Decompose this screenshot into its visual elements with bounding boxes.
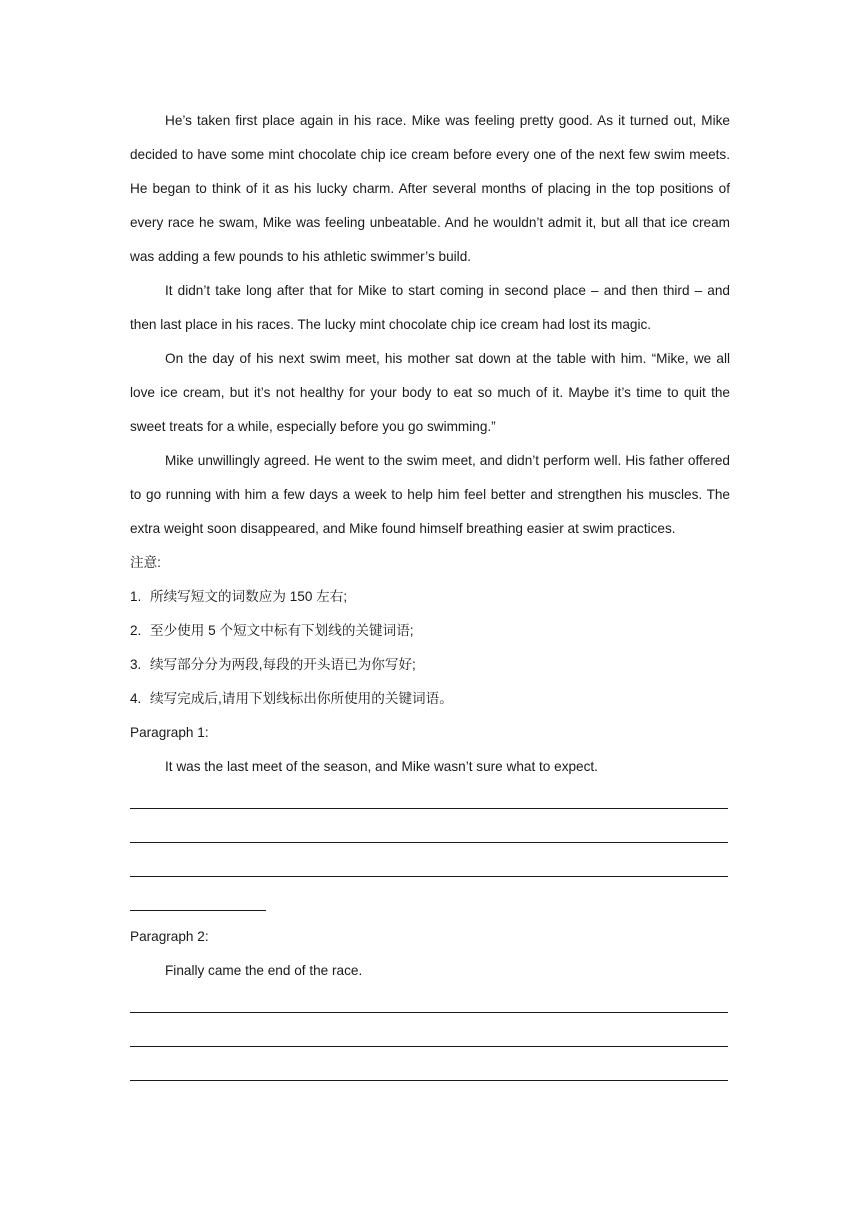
note-item-3 xyxy=(130,648,730,682)
paragraph-2-label: Paragraph 2: xyxy=(130,929,209,944)
note-number: 4. xyxy=(130,691,142,706)
answer-line[interactable] xyxy=(130,1022,730,1056)
answer-line[interactable] xyxy=(130,784,730,818)
document-page xyxy=(130,104,730,1090)
paragraph-1-opening: It was the last meet of the season, and Mike wasn’t sure what to expect. xyxy=(165,759,598,774)
answer-line[interactable] xyxy=(130,988,730,1022)
story-paragraph-1: He’s taken first place again in his race. Mike was feeling pretty good. As it turned out, Mike decided to have some mint chocolate chip ice cream before every one of the next few swim meets. He began to think of it as his lucky charm. After several months of placing in the top positions of every race he swam, Mike was feeling unbeatable. And he wouldn’t admit it, but all that ice cream was adding a few pounds to his athletic swimmer’s build. xyxy=(130,113,730,264)
note-item-4 xyxy=(130,682,730,716)
note-number: 3. xyxy=(130,657,142,672)
answer-line[interactable] xyxy=(130,1056,730,1090)
note-text: 所续写短文的词数应为 150 左右; xyxy=(150,589,348,604)
note-text: 至少使用 5 个短文中标有下划线的关键词语; xyxy=(150,623,414,638)
note-number: 2. xyxy=(130,623,142,638)
note-text: 续写完成后,请用下划线标出你所使用的关键词语。 xyxy=(150,691,453,706)
paragraph-1-label: Paragraph 1: xyxy=(130,725,209,740)
story-paragraph-3: On the day of his next swim meet, his mother sat down at the table with him. “Mike, we all love ice cream, but it’s not healthy for your body to eat so much of it. Maybe it’s time to quit the sweet treats for a while, especially before you go swimming.” xyxy=(130,351,730,434)
answer-line-short[interactable] xyxy=(130,886,730,920)
note-item-2 xyxy=(130,614,730,648)
story-paragraph-4: Mike unwillingly agreed. He went to the swim meet, and didn’t perform well. His father offered to go running with him a few days a week to help him feel better and strengthen his muscles. The extra weight soon disappeared, and Mike found himself breathing easier at swim practices. xyxy=(130,453,730,536)
note-text: 续写部分分为两段,每段的开头语已为你写好; xyxy=(150,657,416,672)
note-number: 1. xyxy=(130,589,142,604)
note-item-1 xyxy=(130,580,730,614)
story-paragraph-2: It didn’t take long after that for Mike to start coming in second place – and then third – and then last place in his races. The lucky mint chocolate chip ice cream had lost its magic. xyxy=(130,283,730,332)
answer-line[interactable] xyxy=(130,852,730,886)
notes-heading: 注意: xyxy=(130,555,161,570)
paragraph-2-opening: Finally came the end of the race. xyxy=(165,963,363,978)
answer-line[interactable] xyxy=(130,818,730,852)
